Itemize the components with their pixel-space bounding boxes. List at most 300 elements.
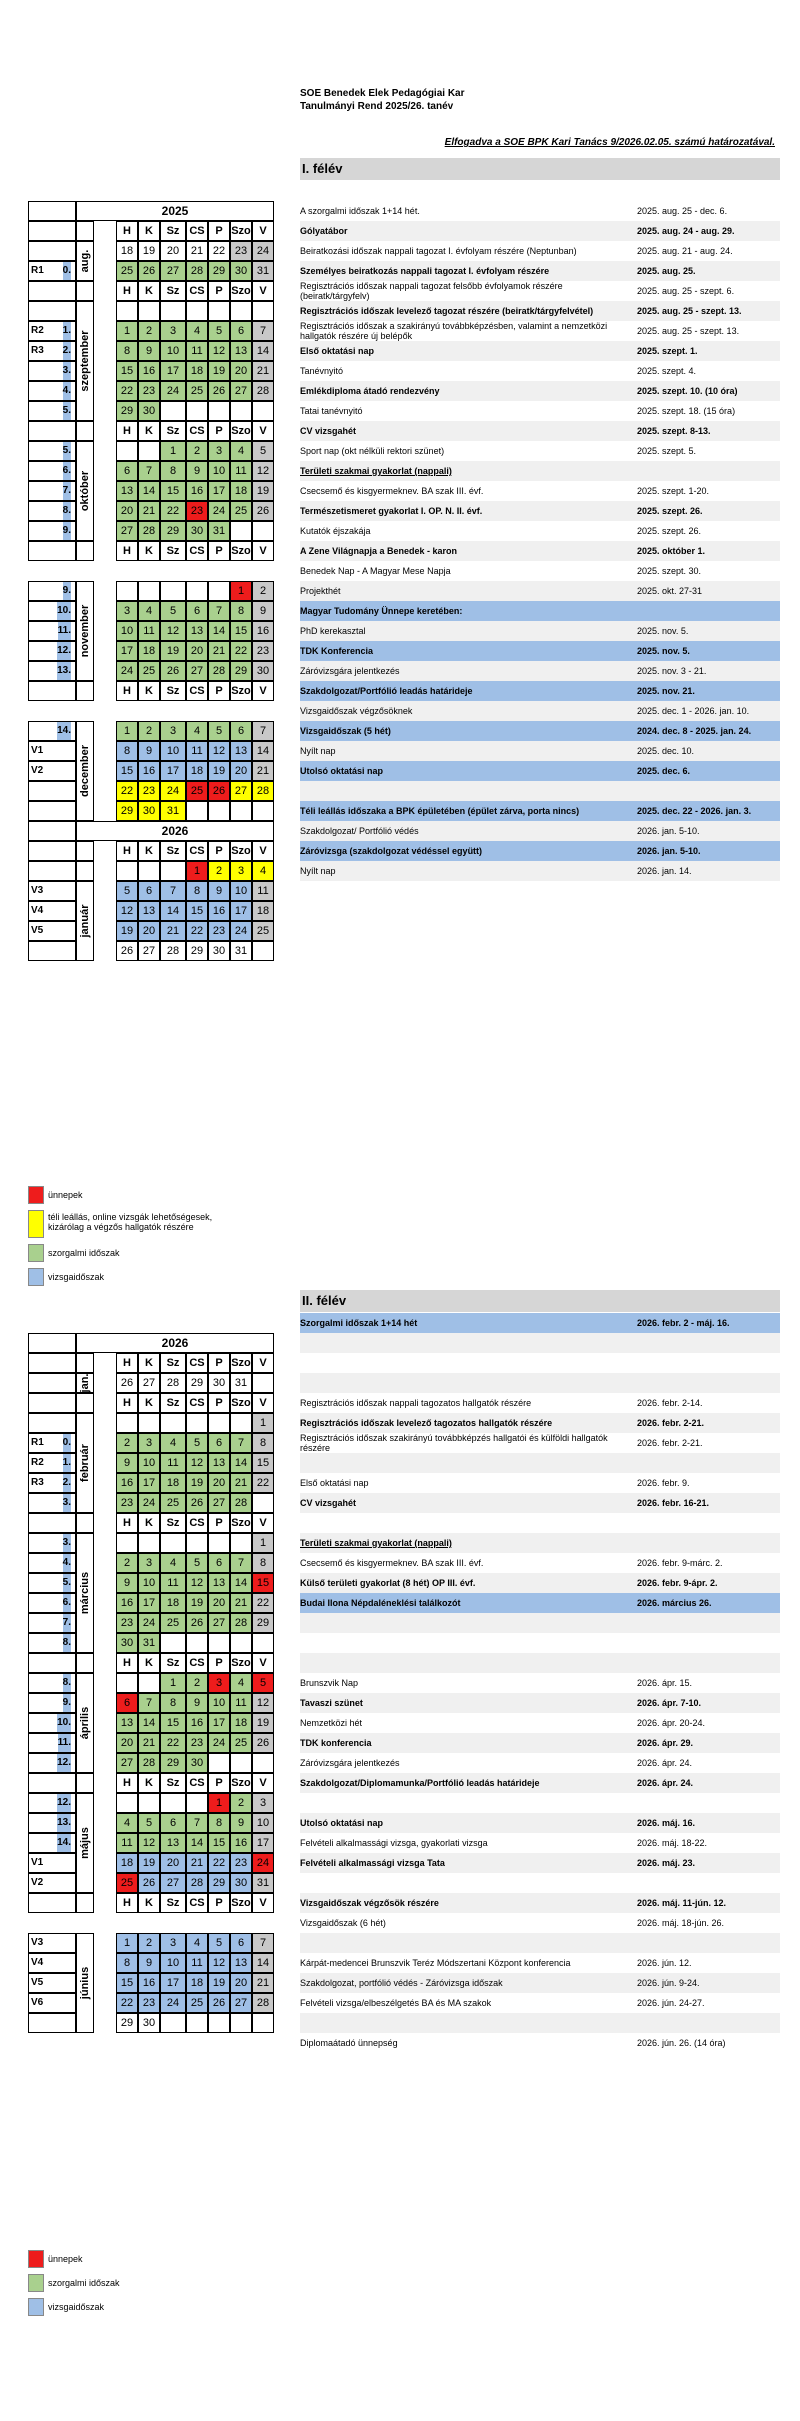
day-cell: 26 [138,261,160,281]
teaching-week: 13. [57,662,71,680]
teaching-week: 8. [63,502,71,520]
weekday-header: Szo [230,541,252,561]
day-cell: 4 [186,321,208,341]
calendar-row [28,861,284,881]
teaching-week: 8. [63,1634,71,1652]
month-name: január [79,904,91,938]
week-number [28,1613,76,1633]
day-cell: 20 [116,1733,138,1753]
event-row [300,1553,780,1573]
event-row [300,1933,780,1953]
day-cell: 1 [252,1533,274,1553]
day-cell [160,1533,186,1553]
day-cell: 16 [230,1833,252,1853]
day-cell [208,1533,230,1553]
weekday-header: P [208,541,230,561]
event-date: 2026. jún. 9-24. [637,1978,700,1988]
day-cell: 2 [138,1933,160,1953]
day-cell: 8 [116,1953,138,1973]
event-row [300,1893,780,1913]
day-cell: 13 [116,1713,138,1733]
calendar-row [28,341,284,361]
day-cell: 27 [160,261,186,281]
rotation-label: V1 [31,1857,44,1868]
weekday-header: Szo [230,1653,252,1673]
rotation-label: V6 [31,1997,44,2008]
day-cell: 24 [252,1853,274,1873]
day-cell: 20 [230,1973,252,1993]
event-title: Diplomaátadó ünnepség [300,2038,398,2048]
day-cell: 27 [116,521,138,541]
day-cell: 9 [116,1573,138,1593]
event-row [300,721,780,741]
month-label [76,1413,94,1513]
weekday-header: Sz [160,841,186,861]
semester1-title: I. félév [300,158,780,180]
day-cell: 8 [160,461,186,481]
day-cell: 13 [138,901,160,921]
event-row [300,1693,780,1713]
day-cell: 30 [186,1753,208,1773]
weekday-header: CS [186,1653,208,1673]
weekday-header: CS [186,541,208,561]
day-cell: 18 [230,1713,252,1733]
event-date: 2025. aug. 21 - aug. 24. [637,246,733,256]
week-number [28,301,76,321]
event-row [300,1373,780,1393]
event-title: Regisztrációs időszak nappali tagozatos hallgatók részére [300,1398,532,1408]
week-number [28,1653,76,1673]
day-cell: 24 [252,241,274,261]
week-number [28,1333,76,1353]
event-date: 2026. máj. 18-22. [637,1838,708,1848]
day-cell: 10 [252,1813,274,1833]
day-cell: 19 [208,361,230,381]
day-cell: 23 [230,1853,252,1873]
calendar-row [28,841,284,861]
day-cell: 22 [252,1593,274,1613]
day-cell: 4 [138,601,160,621]
month-name: november [79,604,91,658]
weekday-header: Szo [230,221,252,241]
day-cell: 25 [160,1493,186,1513]
day-cell [116,1673,138,1693]
day-cell: 23 [186,1733,208,1753]
day-cell: 27 [116,1753,138,1773]
day-cell [208,401,230,421]
event-title: TDK konferencia [300,1738,372,1748]
calendar-row [28,1693,284,1713]
day-cell: 29 [252,1613,274,1633]
day-cell: 26 [208,1993,230,2013]
day-cell: 17 [160,761,186,781]
calendar-row [28,1773,284,1793]
week-number [28,1673,76,1693]
calendar-row [28,801,284,821]
weekday-header: V [252,1393,274,1413]
day-cell: 15 [116,361,138,381]
day-cell: 12 [186,1573,208,1593]
calendar-row [28,921,284,941]
teaching-week: 6. [63,1594,71,1612]
day-cell: 31 [138,1633,160,1653]
day-cell [252,521,274,541]
day-cell: 14 [230,1453,252,1473]
legend-swatch [28,2298,44,2316]
day-cell: 21 [138,501,160,521]
day-cell: 12 [208,1953,230,1973]
day-cell: 16 [138,761,160,781]
day-cell: 5 [186,1553,208,1573]
day-cell: 7 [230,1553,252,1573]
week-number [28,761,76,781]
day-cell: 4 [186,1933,208,1953]
week-number [28,1993,76,2013]
day-cell: 10 [138,1453,160,1473]
day-cell: 16 [252,621,274,641]
day-cell: 4 [116,1813,138,1833]
week-number [28,1873,76,1893]
week-number [28,1713,76,1733]
day-cell: 13 [230,341,252,361]
calendar-row [28,1653,284,1673]
event-title: Regisztrációs időszak levelező tagozatos hallgatók részére [300,1418,553,1428]
day-cell: 24 [208,501,230,521]
month-cell [76,681,94,701]
day-cell: 13 [208,1453,230,1473]
day-cell: 28 [160,1373,186,1393]
event-date: 2026. febr. 2-21. [637,1418,705,1428]
teaching-week: 12. [57,1754,71,1772]
day-cell: 15 [116,1973,138,1993]
day-cell: 3 [138,1553,160,1573]
day-cell: 30 [208,1373,230,1393]
year-label: 2025 [76,201,274,221]
event-row [300,581,780,601]
rotation-label: R1 [31,265,44,276]
calendar-row [28,621,284,641]
day-cell: 22 [116,381,138,401]
day-cell: 31 [252,1873,274,1893]
event-row [300,1513,780,1533]
day-cell: 20 [208,1593,230,1613]
month-name: december [79,745,91,797]
event-date: 2026. ápr. 15. [637,1678,693,1688]
day-cell: 19 [186,1473,208,1493]
rotation-label: V3 [31,885,44,896]
event-date: 2025. aug. 25 - szept. 13. [637,306,742,316]
week-number [28,1593,76,1613]
weekday-header: Sz [160,421,186,441]
day-cell: 1 [116,721,138,741]
week-number [28,1373,76,1393]
day-cell: 3 [230,861,252,881]
day-cell [252,1493,274,1513]
event-title: Területi szakmai gyakorlat (nappali) [300,466,452,476]
event-row [300,801,780,821]
calendar-row [28,901,284,921]
day-cell: 28 [230,1613,252,1633]
event-date: 2025. aug. 25 - szept. 6. [637,286,735,296]
week-number [28,541,76,561]
week-number [28,1453,76,1473]
day-cell: 2 [186,441,208,461]
weekday-header: V [252,541,274,561]
day-cell: 28 [138,521,160,541]
day-cell: 11 [230,1693,252,1713]
weekday-header: Szo [230,1893,252,1913]
legend-label: ünnepek [48,1190,83,1200]
weekday-header: V [252,681,274,701]
week-number [28,1813,76,1833]
day-cell [208,581,230,601]
day-cell: 17 [208,1713,230,1733]
day-cell: 20 [230,361,252,381]
day-cell: 22 [160,1733,186,1753]
event-row [300,461,780,481]
day-cell: 21 [186,241,208,261]
day-cell: 30 [252,661,274,681]
calendar-row [28,761,284,781]
day-cell: 19 [186,1593,208,1613]
day-cell: 20 [230,761,252,781]
rotation-label: R2 [31,325,44,336]
day-cell: 28 [160,941,186,961]
week-number [28,1833,76,1853]
event-row [300,321,780,341]
calendar-row [28,321,284,341]
event-title: Tatai tanévnyitó [300,406,363,416]
day-cell [252,2013,274,2033]
weekday-header: Sz [160,1773,186,1793]
weekday-header: Sz [160,281,186,301]
day-cell: 18 [116,1853,138,1873]
event-title: Brunszvik Nap [300,1678,359,1688]
teaching-week: 3. [63,1534,71,1552]
day-cell: 18 [186,361,208,381]
day-cell: 2 [116,1433,138,1453]
calendar-row [28,1353,284,1373]
event-date: 2025. nov. 21. [637,686,695,696]
weekday-header: P [208,1393,230,1413]
teaching-week: 11. [58,1734,71,1752]
day-cell: 5 [138,1813,160,1833]
event-date: 2026. jún. 12. [637,1958,692,1968]
day-cell: 20 [138,921,160,941]
day-cell [208,801,230,821]
week-number [28,861,76,881]
day-cell: 13 [160,1833,186,1853]
day-cell: 29 [208,1873,230,1893]
day-cell: 23 [116,1493,138,1513]
week-number [28,1633,76,1653]
day-cell: 15 [186,901,208,921]
event-title: PhD kerekasztal [300,626,366,636]
teaching-week: 5. [63,1574,71,1592]
day-cell: 30 [186,521,208,541]
event-row [300,521,780,541]
day-cell: 10 [116,621,138,641]
weekday-header: Szo [230,281,252,301]
day-cell: 25 [116,1873,138,1893]
teaching-week: 4. [63,382,71,400]
day-cell: 4 [160,1433,186,1453]
day-cell [186,2013,208,2033]
day-cell: 26 [208,381,230,401]
day-cell: 14 [160,901,186,921]
day-cell [186,401,208,421]
day-cell: 4 [230,441,252,461]
day-cell: 27 [208,1613,230,1633]
event-date: 2025. szept. 26. [637,506,703,516]
week-number [28,1933,76,1953]
day-cell: 19 [252,1713,274,1733]
calendar-row [28,1853,284,1873]
event-row [300,421,780,441]
month-label [76,581,94,681]
event-title: Első oktatási nap [300,1478,369,1488]
day-cell [138,1533,160,1553]
legend-swatch [28,1210,44,1238]
event-date: 2026. március 26. [637,1598,712,1608]
event-row [300,501,780,521]
event-title: Záróvizsgára jelentkezés [300,1758,400,1768]
month-name: szeptember [79,330,91,392]
event-date: 2025. dec. 6. [637,766,691,776]
event-row [300,1713,780,1733]
day-cell [230,1533,252,1553]
day-cell: 14 [138,481,160,501]
day-cell: 28 [208,661,230,681]
day-cell: 8 [252,1433,274,1453]
event-title: Benedek Nap - A Magyar Mese Napja [300,566,451,576]
weekday-header: V [252,421,274,441]
week-number [28,1753,76,1773]
event-row [300,761,780,781]
weekday-header: V [252,1513,274,1533]
event-row [300,381,780,401]
week-number [28,1473,76,1493]
day-cell: 27 [138,1373,160,1393]
day-cell: 17 [116,641,138,661]
day-cell [138,441,160,461]
day-cell: 25 [186,781,208,801]
day-cell: 3 [160,1933,186,1953]
week-number [28,1393,76,1413]
day-cell: 11 [186,741,208,761]
event-row [300,281,780,301]
weekday-header: K [138,1353,160,1373]
day-cell: 27 [230,781,252,801]
day-cell: 22 [208,241,230,261]
day-cell: 21 [252,1973,274,1993]
calendar-row [28,1333,284,1353]
day-cell: 5 [252,1673,274,1693]
legend-label: szorgalmi időszak [48,2278,120,2288]
day-cell: 15 [252,1453,274,1473]
day-cell: 8 [252,1553,274,1573]
weekday-header: K [138,1893,160,1913]
weekday-header: Szo [230,841,252,861]
day-cell: 16 [116,1473,138,1493]
day-cell: 21 [160,921,186,941]
event-title: Regisztrációs időszak levelező tagozat részére (beiratk/tárgyfelvétel) [300,306,594,316]
day-cell [252,1753,274,1773]
teaching-week: 13. [57,1814,71,1832]
day-cell: 17 [160,361,186,381]
day-cell [252,401,274,421]
event-title: Utolsó oktatási nap [300,766,384,776]
day-cell: 3 [208,1673,230,1693]
rotation-label: R3 [31,345,44,356]
day-cell: 18 [252,901,274,921]
weekday-header: P [208,1513,230,1533]
day-cell [230,301,252,321]
day-cell: 17 [160,1973,186,1993]
day-cell: 10 [208,461,230,481]
event-date: 2025. aug. 25. [637,266,696,276]
day-cell: 25 [160,1613,186,1633]
week-number [28,661,76,681]
event-row [300,741,780,761]
day-cell: 17 [230,901,252,921]
day-cell [138,301,160,321]
day-cell: 22 [116,781,138,801]
month-cell [76,841,94,861]
day-cell: 15 [160,1713,186,1733]
event-title: Felvételi vizsga/elbeszélgetés BA és MA szakok [300,1998,492,2008]
day-cell: 27 [208,1493,230,1513]
rotation-label: V1 [31,745,44,756]
day-cell: 8 [230,601,252,621]
teaching-week: 10. [57,602,71,620]
day-cell: 20 [116,501,138,521]
day-cell: 16 [138,361,160,381]
calendar-row [28,581,284,601]
week-number [28,1513,76,1533]
day-cell: 30 [138,401,160,421]
day-cell: 19 [208,1973,230,1993]
day-cell: 10 [160,341,186,361]
month-name: október [79,470,91,512]
event-title: Kutatók éjszakája [300,526,371,536]
day-cell: 15 [230,621,252,641]
event-date: 2025. okt. 27-31 [637,586,703,596]
calendar-row [28,1553,284,1573]
calendar-row [28,881,284,901]
event-row [300,201,780,221]
day-cell: 12 [252,461,274,481]
event-row [300,1773,780,1793]
day-cell [186,801,208,821]
day-cell: 8 [160,1693,186,1713]
event-row [300,1353,780,1373]
week-number [28,601,76,621]
event-row [300,1673,780,1693]
week-number [28,1693,76,1713]
event-row [300,841,780,861]
day-cell: 31 [208,521,230,541]
month-cell [76,541,94,561]
weekday-header: K [138,1393,160,1413]
event-date: 2026. febr. 2-14. [637,1398,703,1408]
event-row [300,1793,780,1813]
weekday-header: CS [186,681,208,701]
weekday-header: K [138,541,160,561]
day-cell: 5 [208,321,230,341]
weekday-header: CS [186,1893,208,1913]
day-cell [138,1673,160,1693]
